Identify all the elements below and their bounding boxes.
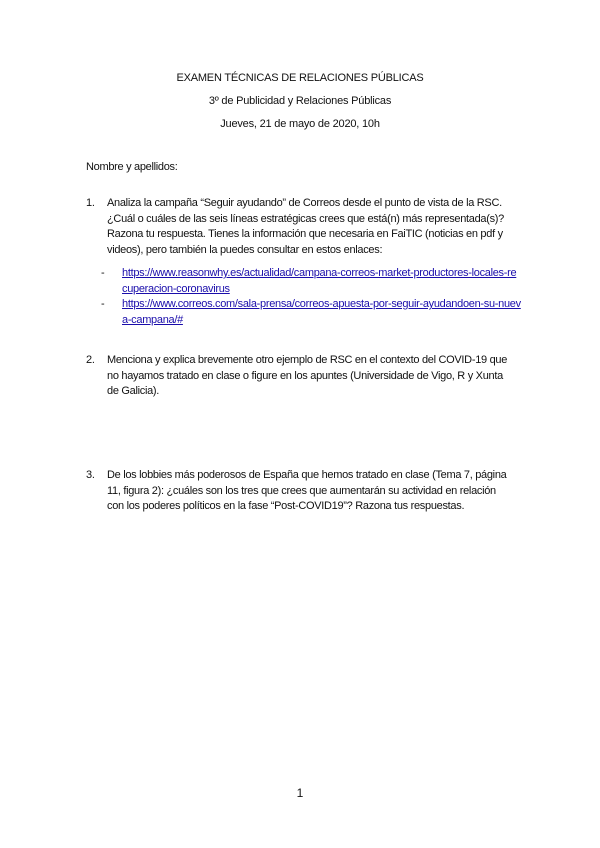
question-3-number: 3. bbox=[86, 469, 95, 481]
link-list bbox=[101, 266, 521, 328]
question-1-text: Analiza la campaña “Seguir ayudando” de Correos desde el punto de vista de la RSC. ¿Cuál o cuáles de las seis líneas estratégicas crees que está(n) más representada(s)? Razona tu respuesta. Tienes la información que necesaria en FaiTIC (noticias en pdf y videos), pero también la puedes consultar en estos enlaces: bbox=[107, 197, 504, 256]
date-line: Jueves, 21 de mayo de 2020, 10h bbox=[220, 118, 380, 130]
name-label: Nombre y apellidos: bbox=[86, 161, 178, 173]
exam-title: EXAMEN TÉCNICAS DE RELACIONES PÚBLICAS bbox=[176, 72, 424, 84]
link-bullet: - bbox=[101, 298, 105, 310]
link-item bbox=[101, 266, 521, 297]
question-1-number: 1. bbox=[86, 197, 95, 209]
question-2-text: Menciona y explica brevemente otro ejemplo de RSC en el contexto del COVID-19 que no hayamos tratado en clase o figure en los apuntes (Universidade de Vigo, R y Xunta de Galicia). bbox=[107, 354, 508, 397]
link-item bbox=[101, 297, 521, 328]
correos-link[interactable]: https://www.correos.com/sala-prensa/correos-apuesta-por-seguir-ayudandoen-su-nueva-campana/# bbox=[122, 298, 521, 326]
course-line: 3º de Publicidad y Relaciones Públicas bbox=[208, 95, 392, 107]
link-bullet: - bbox=[101, 267, 105, 279]
page-number: 1 bbox=[296, 786, 304, 800]
question-3 bbox=[86, 468, 515, 515]
reasonwhy-link[interactable]: https://www.reasonwhy.es/actualidad/campana-correos-market-productores-locales-recuperacion-coronavirus bbox=[122, 267, 517, 295]
question-2 bbox=[86, 353, 515, 400]
question-1 bbox=[86, 196, 515, 258]
question-3-text: De los lobbies más poderosos de España que hemos tratado en clase (Tema 7, página 11, figura 2): ¿cuáles son los tres que crees que aumentarán su actividad en relación con los poderes políticos en la fase “Post-COVID19”? Razona tus respuestas. bbox=[107, 469, 507, 512]
question-2-number: 2. bbox=[86, 354, 95, 366]
